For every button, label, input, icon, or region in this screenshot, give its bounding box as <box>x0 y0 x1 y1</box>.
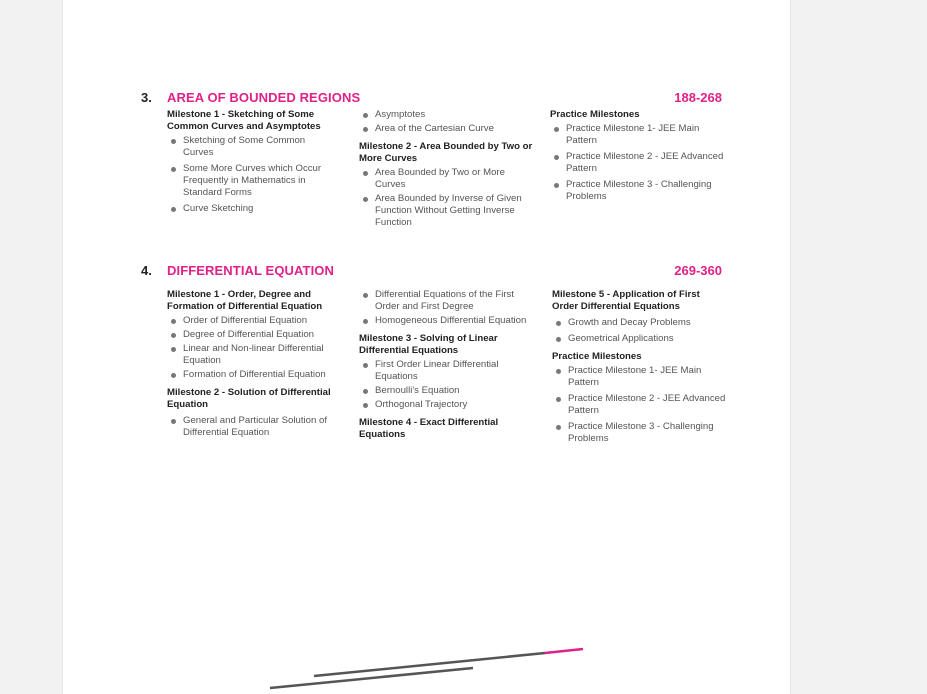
chapter-page-range: 269-360 <box>674 263 722 278</box>
topic-item: General and Particular Solution of Differential Equation <box>167 415 339 439</box>
chapter-title: DIFFERENTIAL EQUATION <box>167 263 335 278</box>
topic-item: Bernoulli's Equation <box>359 385 534 397</box>
milestone-heading: Milestone 2 - Area Bounded by Two or More Curves <box>359 141 533 164</box>
milestone-heading: Milestone 5 - Application of First Order Differential Equations <box>552 289 700 312</box>
topic-item: Order of Differential Equation <box>167 315 339 327</box>
topic-item: Practice Milestone 2 - JEE Advanced Pattern <box>552 393 727 417</box>
topic-item: Area of the Cartesian Curve <box>359 123 534 135</box>
milestone-heading: Milestone 4 - Exact Differential Equations <box>359 417 499 440</box>
practice-heading: Practice Milestones <box>550 109 640 120</box>
topic-item: Practice Milestone 3 - Challenging Problems <box>550 179 725 203</box>
milestone-heading: Milestone 2 - Solution of Differential Equation <box>167 387 331 410</box>
milestone-heading: Milestone 3 - Solving of Linear Differential Equations <box>359 333 498 356</box>
topic-item: First Order Linear Differential Equations <box>359 359 534 383</box>
topic-item: Practice Milestone 2 - JEE Advanced Pattern <box>550 151 725 175</box>
topic-item: Area Bounded by Inverse of Given Function Without Getting Inverse Function <box>359 193 534 229</box>
milestone-heading: Milestone 1 - Sketching of Some Common Curves and Asymptotes <box>167 109 321 132</box>
topic-item: Degree of Differential Equation <box>167 329 339 341</box>
chapter-number: 3. <box>141 90 152 105</box>
topic-item: Asymptotes <box>359 109 534 121</box>
topic-item: Differential Equations of the First Order and First Degree <box>359 289 534 313</box>
chapter-title: AREA OF BOUNDED REGIONS <box>167 90 361 105</box>
topic-item: Growth and Decay Problems <box>552 317 727 329</box>
chapter-page-range: 188-268 <box>674 90 722 105</box>
topic-item: Orthogonal Trajectory <box>359 399 534 411</box>
document-page <box>62 0 791 694</box>
topic-item: Practice Milestone 3 - Challenging Problems <box>552 421 727 445</box>
topic-item: Sketching of Some Common Curves <box>167 135 337 159</box>
chapter-number: 4. <box>141 263 152 278</box>
topic-item: Geometrical Applications <box>552 333 727 345</box>
topic-item: Homogeneous Differential Equation <box>359 315 534 327</box>
topic-item: Formation of Differential Equation <box>167 369 339 381</box>
topic-item: Practice Milestone 1- JEE Main Pattern <box>552 365 727 389</box>
milestone-heading: Milestone 1 - Order, Degree and Formation of Differential Equation <box>167 289 323 312</box>
topic-item: Linear and Non-linear Differential Equation <box>167 343 339 367</box>
topic-item: Area Bounded by Two or More Curves <box>359 167 534 191</box>
topic-item: Practice Milestone 1- JEE Main Pattern <box>550 123 725 147</box>
practice-heading: Practice Milestones <box>552 351 642 362</box>
footer-decoration <box>63 0 790 694</box>
topic-item: Some More Curves which Occur Frequently in Mathematics in Standard Forms <box>167 163 337 199</box>
footer-line-pink <box>545 649 583 653</box>
topic-item: Curve Sketching <box>167 203 337 215</box>
